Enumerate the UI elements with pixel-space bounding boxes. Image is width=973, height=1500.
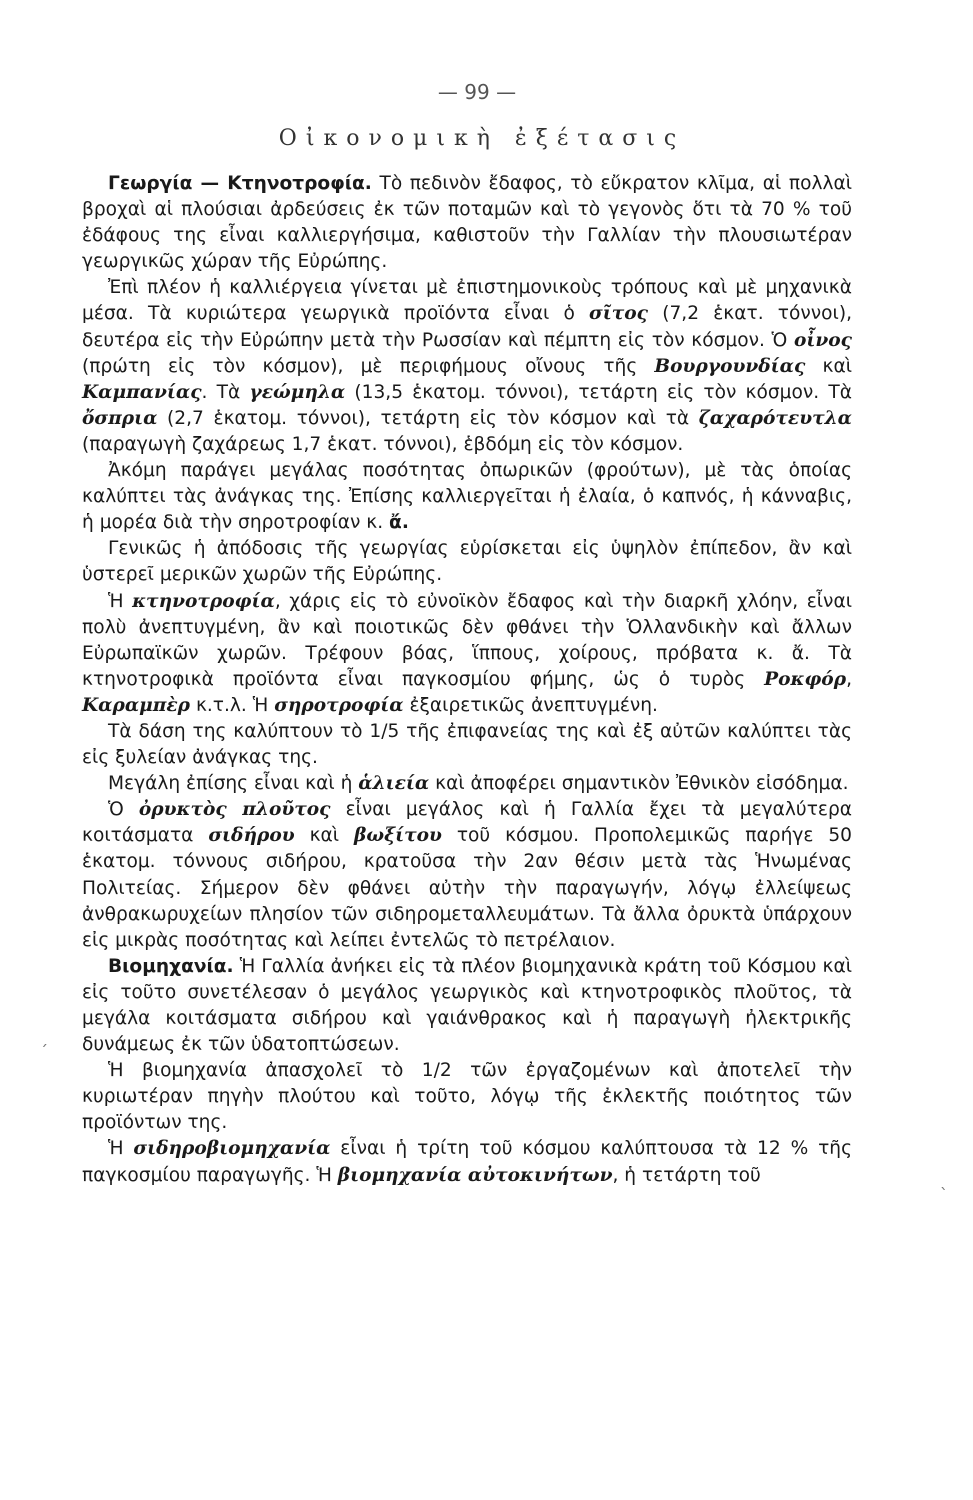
paragraph [82, 171, 852, 275]
emphasized-term: σηροτροφία [274, 694, 404, 716]
text-run: Ἡ [108, 1138, 134, 1160]
text-run: . Τὰ [201, 381, 250, 403]
text-run: (πρώτη εἰς τὸν κόσμον), μὲ περιφήμους οἴνους τῆς [82, 355, 655, 377]
emphasized-term: ὀρυκτὸς πλοῦτος [138, 799, 331, 821]
text-run: Τὸ πεδινὸν ἔδαφος, τὸ εὔκρατον κλῖμα, αἱ πολλαὶ βροχαὶ αἱ πλούσιαι ἀρδεύσεις ἐκ τῶν ποταμῶν καὶ τὸ γεγονὸς ὅτι τὰ 70 % τοῦ ἐδάφους της εἶναι καλλιεργήσιμα, καθιστοῦν τὴν Γαλλίαν τὴν πλουσιωτέραν γεωργικῶς χώραν τῆς Εὐρώπης. [82, 173, 852, 273]
body-text [82, 171, 852, 1189]
text-run: Γενικῶς ἡ ἀπόδοσις τῆς γεωργίας εὑρίσκεται εἰς ὑψηλὸν ἐπίπεδον, ἂν καὶ ὑστερεῖ μερικῶν χωρῶν τῆς Εὐρώπης. [82, 538, 852, 586]
paragraph [82, 797, 852, 954]
margin-mark: ´ [40, 1042, 48, 1061]
emphasized-term: γεώμηλα [249, 381, 346, 403]
text-run: (2,7 ἑκατομ. τόννοι), τετάρτη εἰς τὸν κόσμον καὶ τὰ [157, 407, 699, 429]
paragraph [82, 771, 852, 797]
emphasized-term: ζαχαρότευτλα [698, 407, 852, 429]
emphasized-term: βιομηχανία αὐτοκινήτων [337, 1164, 613, 1186]
text-run: Μεγάλη ἐπίσης εἶναι καὶ ἡ [108, 773, 359, 795]
text-run: καὶ ἀποφέρει σημαντικὸν Ἐθνικὸν εἰσόδημα. [429, 773, 849, 795]
text-run: κ.τ.λ. Ἡ [190, 694, 275, 716]
text-run: καὶ [294, 825, 355, 847]
text-run: , ἡ τετάρτη τοῦ [612, 1164, 761, 1186]
emphasized-term: Καραμπὲρ [82, 694, 191, 716]
emphasized-term: βωξίτου [354, 825, 442, 847]
text-run: , [846, 668, 852, 690]
run-in-heading: Γεωργία — Κτηνοτροφία. [108, 173, 372, 194]
text-run: Τὰ δάση της καλύπτουν τὸ 1/5 τῆς ἐπιφανείας της καὶ ἐξ αὐτῶν καλύπτει τὰς εἰς ξυλείαν ἀνάγκας της. [82, 720, 852, 769]
paragraph [82, 589, 852, 719]
book-page [82, 80, 852, 1189]
text-run: Ἡ [108, 590, 133, 612]
text-run: Ἐπὶ πλέον ἡ καλλιέργεια γίνεται μὲ ἐπιστημονικοὺς τρόπους καὶ μὲ μηχανικὰ μέσα. Τὰ κυριώτερα γεωργικὰ προϊόντα εἶναι ὁ [82, 277, 852, 325]
paragraph [82, 719, 852, 771]
paragraph [82, 536, 852, 588]
section-title: Οἰκονομικὴ ἐξέτασις [278, 126, 686, 151]
text-run: (7,2 ἑκατ. τόννοι), δευτέρα εἰς τὴν Εὐρώπην μετὰ τὴν Ρωσσίαν καὶ πέμπτη εἰς τὸν κόσμον. Ὁ [82, 303, 852, 351]
emphasized-term: οἶνος [793, 329, 852, 351]
text-run: καὶ [805, 355, 853, 377]
emphasized-term: ἁλιεία [358, 773, 430, 795]
text-run: (13,5 ἑκατομ. τόννοι), τετάρτη εἰς τὸν κόσμον. Τὰ [345, 381, 852, 403]
text-run: Ἡ βιομηχανία ἀπασχολεῖ τὸ 1/2 τῶν ἐργαζομένων καὶ ἀποτελεῖ τὴν κυριωτέραν πηγὴν πλούτου καὶ τοῦτο, λόγῳ τῆς ἐκλεκτῆς ποιότητος τῶν προϊόντων της. [82, 1060, 852, 1134]
text-run: εἶναι μεγάλος καὶ ἡ Γαλλία ἔχει τὰ μεγαλύτερα κοιτάσματα [82, 799, 852, 847]
emphasized-term: Βουργουνδίας [654, 355, 806, 377]
emphasized-term: ὄσπρια [82, 407, 158, 429]
page-number: — 99 — [437, 80, 517, 104]
margin-mark: ` [940, 1185, 948, 1204]
emphasized-term: σῖτος [589, 303, 648, 325]
text-run: τοῦ κόσμου. Προπολεμικῶς παρήγε 50 ἑκατομ. τόννους σιδήρου, κρατοῦσα τὴν 2αν θέσιν μετὰ τὰς Ἡνωμένας Πολιτείας. Σήμερον δὲν φθάνει αὐτὴν τὴν παραγωγήν, λόγῳ ἐλλείψεως ἀνθρακωρυχείων πλησίον τῶν σιδηρομεταλλευμάτων. Τὰ ἄλλα ὀρυκτὰ ὑπάρχουν εἰς μικρὰς ποσότητας καὶ λείπει ἐντελῶς τὸ πετρέλαιον. [82, 825, 852, 951]
run-in-heading: Βιομηχανία. [108, 955, 234, 977]
emphasized-term: ἄ. [389, 512, 409, 534]
text-run: Ὁ [108, 799, 139, 821]
text-run: ἐξαιρετικῶς ἀνεπτυγμένη. [403, 694, 658, 716]
paragraph [82, 954, 852, 1058]
emphasized-term: κτηνοτροφία [132, 590, 275, 612]
text-run: εἶναι ἡ τρίτη τοῦ κόσμου καλύπτουσα τὰ 12 % τῆς παγκοσμίου παραγωγῆς. Ἡ [82, 1138, 852, 1186]
text-run: , χάρις εἰς τὸ εὐνοϊκὸν ἔδαφος καὶ τὴν διαρκῆ χλόην, εἶναι πολὺ ἀνεπτυγμένη, ἂν καὶ ποιοτικῶς δὲν φθάνει τὴν Ὁλλανδικὴν καὶ ἄλλων Εὐρωπαϊκῶν χωρῶν. Τρέφουν βόας, ἵππους, χοίρους, πρόβατα κ. ἄ. Τὰ κτηνοτροφικὰ προϊόντα εἶναι παγκοσμίου φήμης, ὡς ὁ τυρὸς [82, 590, 852, 690]
paragraph [82, 1136, 852, 1188]
text-run: Ἀκόμη παράγει μεγάλας ποσότητας ὀπωρικῶν (φρούτων), μὲ τὰς ὁποίας καλύπτει τὰς ἀνάγκας της. Ἐπίσης καλλιεργεῖται ἡ ἐλαία, ὁ καπνός, ἡ κάνναβις, ἡ μορέα διὰ τὴν σηροτροφίαν κ. [82, 460, 852, 534]
text-run: Ἡ Γαλλία ἀνήκει εἰς τὰ πλέον βιομηχανικὰ κράτη τοῦ Κόσμου καὶ εἰς τοῦτο συνετέλεσαν ὁ μεγάλος γεωργικὸς καὶ κτηνοτροφικὸς πλοῦτος, τὰ μεγάλα κοιτάσματα σιδήρου καὶ γαιάνθρακος καὶ ἡ παραγωγὴ ἠλεκτρικῆς δυνάμεως ἐκ τῶν ὑδατοπτώσεων. [82, 955, 852, 1056]
emphasized-term: Καμπανίας [82, 381, 202, 403]
text-run: (παραγωγὴ ζαχάρεως 1,7 ἑκατ. τόννοι), ἑβδόμη εἰς τὸν κόσμον. [82, 433, 684, 455]
emphasized-term: σιδηροβιομηχανία [133, 1138, 331, 1160]
paragraph [82, 458, 852, 536]
emphasized-term: Ροκφόρ [764, 668, 847, 690]
emphasized-term: σιδήρου [208, 825, 295, 847]
paragraph [82, 275, 852, 458]
paragraph [82, 1058, 852, 1136]
